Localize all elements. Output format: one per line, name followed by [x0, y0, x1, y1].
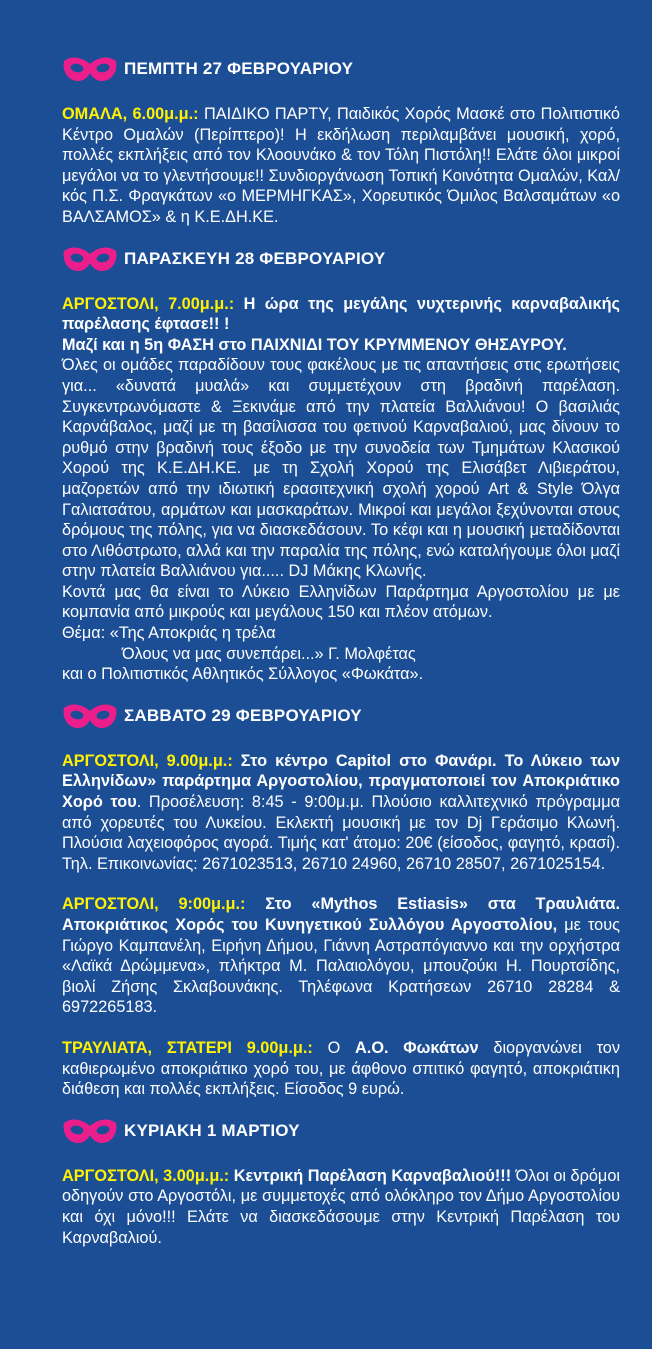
carnival-mask-icon	[62, 55, 118, 83]
event-text-pre: Ο	[312, 1038, 356, 1057]
event-paragraph	[62, 894, 620, 1018]
day-title: ΠΑΡΑΣΚΕΥΗ 28 ΦΕΒΡΟΥΑΡΙΟΥ	[124, 248, 386, 268]
day-section-saturday	[62, 699, 620, 1100]
carnival-mask-icon	[62, 245, 118, 273]
day-header	[62, 1114, 620, 1148]
event-place-time: ΤΡΑΥΛΙΑΤΑ, ΣΤΑΤΕΡΙ 9.00μ.μ.:	[62, 1038, 313, 1057]
event-place-time: ΟΜΑΛΑ, 6.00μ.μ.:	[62, 105, 199, 123]
day-title: ΣΑΒΒΑΤΟ 29 ΦΕΒΡΟΥΑΡΙΟΥ	[124, 705, 362, 725]
carnival-mask-icon	[62, 1117, 118, 1145]
event-theme-line-1: Θέμα: «Της Αποκριάς η τρέλα	[62, 624, 276, 643]
event-headline: Κεντρική Παρέλαση Καρναβαλιού!!!	[229, 1166, 512, 1185]
day-title: ΠΕΜΠΤΗ 27 ΦΕΒΡΟΥΑΡΙΟΥ	[124, 59, 354, 78]
day-title: ΚΥΡΙΑΚΗ 1 ΜΑΡΤΙΟΥ	[124, 1120, 300, 1140]
event-place-time: ΑΡΓΟΣΤΟΛΙ, 9.00μ.μ.:	[62, 751, 233, 770]
event-place-time: ΑΡΓΟΣΤΟΛΙ, 9:00μ.μ.:	[62, 895, 246, 914]
event-organizer: Α.Ο. Φωκάτων	[355, 1038, 479, 1057]
event-text: Όλοι οι δρόμοι οδηγούν στο Αργοστόλι, με συμμετοχές από ολόκληρο τον Δήμο Αργοστολίου και όχι μόνο!!! Ελάτε να διασκεδάσουμε στην Κεντρική Παρέλαση του Καρναβαλιού.	[62, 1166, 620, 1247]
event-headline: Η ώρα της μεγάλης νυχτερινής καρναβαλικής παρέλασης έφτασε!! !	[62, 294, 620, 334]
day-header	[62, 52, 620, 86]
event-text: διοργανώνει τον καθιερωμένο αποκριάτικο χορό του, με άφθονο σπιτικό φαγητό, αποκριάτικη διάθεση και πολλές εκπλήξεις. Είσοδος 9 ευρώ.	[62, 1038, 620, 1099]
event-text: ΠΑΙΔΙΚΟ ΠΑΡΤΥ, Παιδικός Χορός Μασκέ στο Πολιτιστικό Κέντρο Ομαλών (Περίπτερο)! Η εκδήλωση περιλαμβάνει μουσική, χορό, πολλές εκπλήξεις από τον Κλοουνάκο & τον Τόλη Πιστόλη!! Ελάτε όλοι μικροί μεγάλοι να το γλεντήσουμε!! Συνδιοργάνωση Τοπική Κοινότητα Ομαλών, Καλ/κός Π.Σ. Φραγκάτων «ο ΜΕΡΜΗΓΚΑΣ», Χορευτικός Όμιλος Βαλσαμάτων «ο ΒΑΛΣΑΜΟΣ» & η Κ.Ε.ΔΗ.ΚΕ.	[62, 105, 620, 226]
day-header	[62, 699, 620, 733]
event-headline: Στο «Mythos Estiasis» στα Τραυλιάτα. Αποκριάτικος Χορός του Κυνηγετικού Συλλόγου Αργοστολίου,	[62, 895, 620, 934]
event-text: . Προσέλευση: 8:45 - 9:00μ.μ. Πλούσιο καλλιτεχνικό πρόγραμμα από χορευτές του Λυκείου. Εκλεκτή μουσική με τον Dj Γεράσιμο Κλωνή. Πλούσια λαχειοφόρος αγορά. Τιμής κατ' άτομο: 20€ (είσοδος, φαγητό, κρασί). Τηλ. Επικοινωνίας: 2671023513, 26710 24960, 26710 28507, 2671025154.	[62, 793, 620, 873]
event-paragraph	[62, 1038, 620, 1100]
day-section-thursday	[62, 52, 620, 228]
event-subheadline: Μαζί και η 5η ΦΑΣΗ στο ΠΑΙΧΝΙΔΙ ΤΟΥ ΚΡΥΜΜΕΝΟΥ ΘΗΣΑΥΡΟΥ.	[62, 335, 567, 354]
event-text: Όλες οι ομάδες παραδίδουν τους φακέλους με τις απαντήσεις στις ερωτήσεις για... «δυνατά μυαλά» και συμμετέχουν στη βραδινή παρέλαση. Συγκεντρωνόμαστε & Ξεκινάμε από την πλατεία Βαλλιάνου! Ο βασιλιάς Καρνάβαλος, μαζί με τη βασίλισσα του φετινού Καρναβαλιού, μας δίνουν το ρυθμό στην βραδινή τους έξοδο με την συνοδεία των Τμημάτων Κλασικού Χορού της Κ.Ε.ΔΗ.ΚΕ. με τη Σχολή Χορού της Ελισάβετ Λιβιεράτου, μαζορετών από την ιδιωτική ερασιτεχνική σχολή χορού Art & Style Όλγα Γαλιατσάτου, αρμάτων και μασκαράτων. Μικροί και μεγάλοι ξεχύνονται στους δρόμους της πόλης, για να διασκεδάσουν. Το κέφι και η μουσική μεταδίδονται στο Λιθόστρωτο, αλλά και την παραλία της πόλης, ενώ καταλήγουμε όλοι μαζί στην πλατεία Βαλλιάνου για..... DJ Μάκης Κλωνής.	[62, 356, 620, 581]
event-paragraph	[62, 751, 620, 875]
day-header	[62, 242, 620, 276]
day-section-sunday	[62, 1114, 620, 1248]
event-paragraph	[62, 294, 620, 685]
event-text-2: Κοντά μας θα είναι το Λύκειο Ελληνίδων Παράρτημα Αργοστολίου με με κομπανία από μικρούς και μεγάλους 150 και πλέον ατόμων.	[62, 582, 620, 622]
event-headline: Στο κέντρο Capitol στο Φανάρι. Το Λύκειο των Ελληνίδων» παράρτημα Αργοστολίου, πραγματοποιεί τον Αποκριάτικο Χορό του	[62, 751, 620, 812]
event-place-time: ΑΡΓΟΣΤΟΛΙ, 7.00μ.μ.:	[62, 294, 235, 313]
carnival-mask-icon	[62, 702, 118, 730]
event-text-3: και ο Πολιτιστικός Αθλητικός Σύλλογος «Φωκάτα».	[62, 665, 424, 684]
event-place-time: ΑΡΓΟΣΤΟΛΙ, 3.00μ.μ.:	[62, 1166, 230, 1185]
event-paragraph	[62, 1166, 620, 1248]
event-paragraph	[62, 104, 620, 228]
day-section-friday	[62, 242, 620, 685]
event-text: με τους Γιώργο Καμπανέλη, Ειρήνη Δήμου, Γιάννη Αστραπόγιαννο και την ορχήστρα «Λαϊκά Δρώμμενα», πλήκτρα Μ. Παλαιολόγου, μπουζούκι Η. Πουρτσίδης, βιολί Ζήσης Σκλαβουνάκης. Τηλέφωνα Κρατήσεων 26710 28284 & 6972265183.	[62, 916, 620, 1017]
event-theme-line-2: Όλους να μας συνεπάρει...» Γ. Μολφέτας	[122, 644, 416, 663]
